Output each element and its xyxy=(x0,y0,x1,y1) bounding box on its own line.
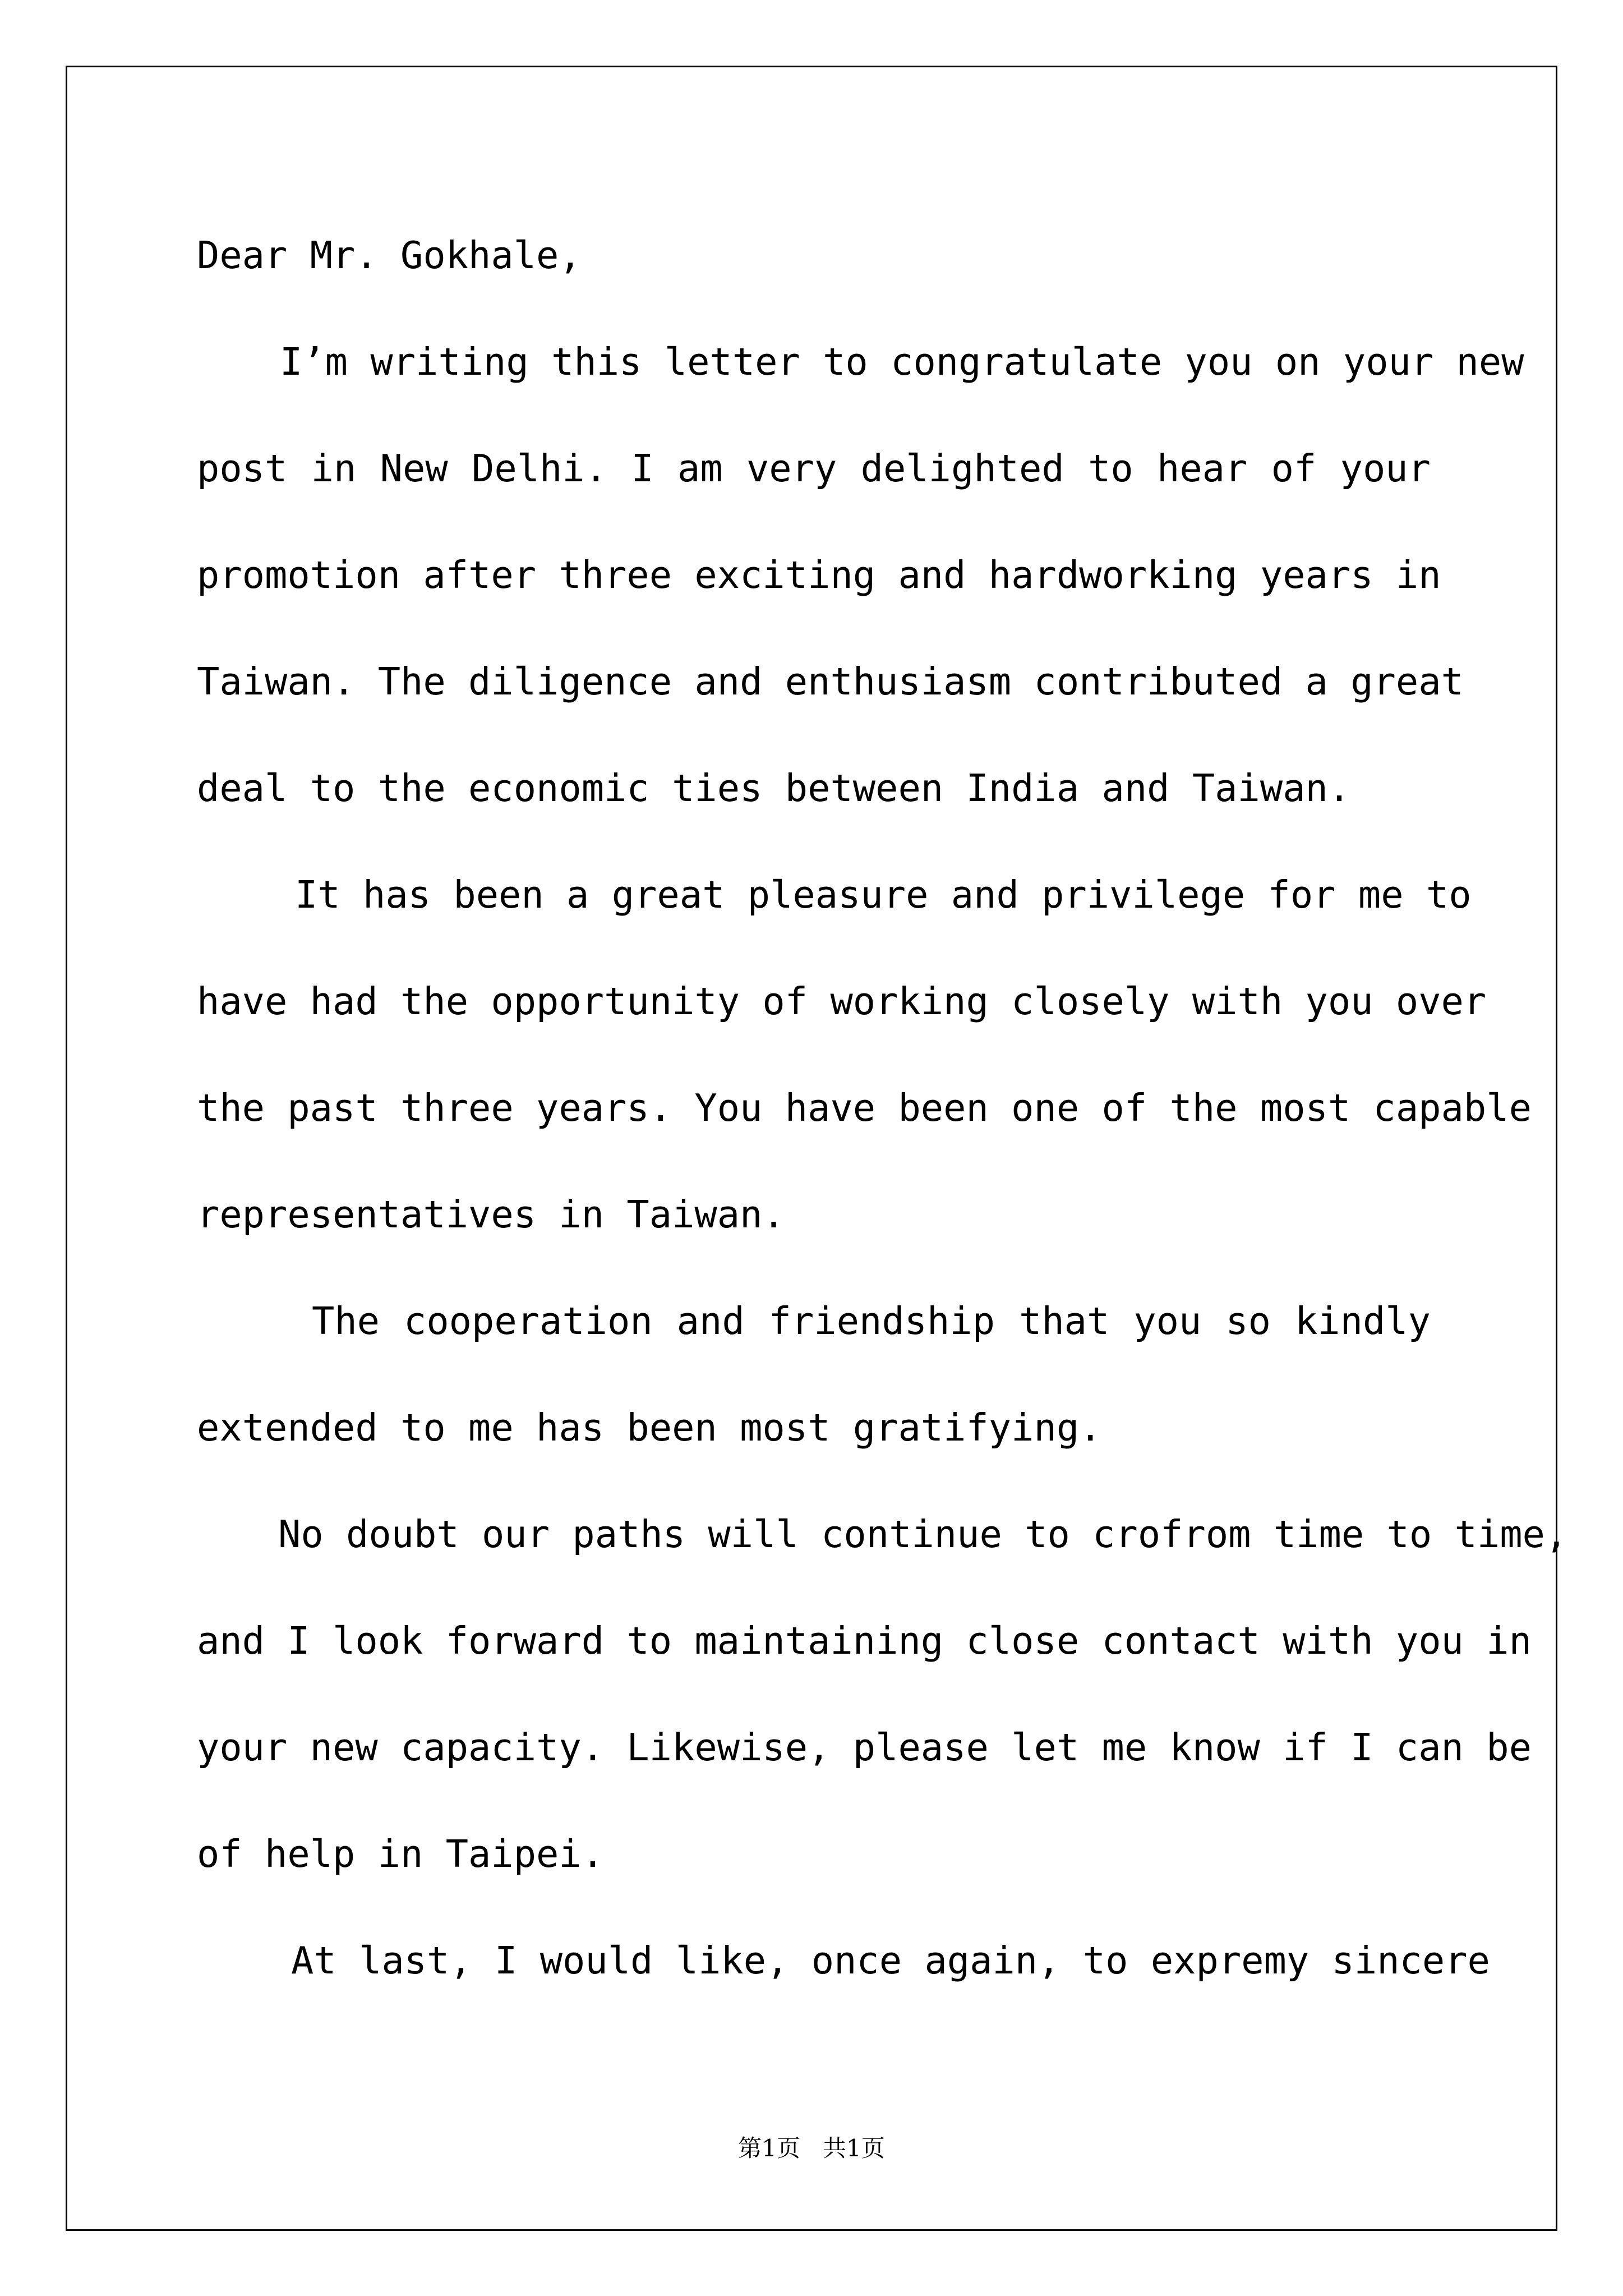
letter-line: representatives in Taiwan. xyxy=(197,1193,785,1236)
letter-line: and I look forward to maintaining close contact with you in xyxy=(197,1619,1532,1663)
letter-line: your new capacity. Likewise, please let me know if I can be xyxy=(197,1726,1532,1769)
letter-line: promotion after three exciting and hardworking years in xyxy=(197,553,1441,597)
letter-line: Taiwan. The diligence and enthusiasm contributed a great xyxy=(197,660,1464,703)
page-number-footer: 第1页 共1页 xyxy=(738,2134,885,2162)
salutation: Dear Mr. Gokhale, xyxy=(197,233,582,277)
letter-line: The cooperation and friendship that you so kindly xyxy=(312,1299,1431,1343)
letter-line: have had the opportunity of working closely with you over xyxy=(197,979,1487,1023)
letter-line: the past three years. You have been one of the most capable xyxy=(197,1086,1532,1130)
letter-line: deal to the economic ties between India and Taiwan. xyxy=(197,766,1351,810)
letter-line: extended to me has been most gratifying. xyxy=(197,1406,1102,1450)
letter-line: post in New Delhi. I am very delighted to hear of your xyxy=(197,447,1431,490)
letter-line: I’m writing this letter to congratulate you on your new xyxy=(280,340,1524,384)
letter-line: At last, I would like, once again, to expremy sincere xyxy=(291,1939,1490,1982)
letter-line: No doubt our paths will continue to crofrom time to time, xyxy=(278,1512,1568,1556)
letter-line: of help in Taipei. xyxy=(197,1832,605,1876)
letter-line: It has been a great pleasure and privilege for me to xyxy=(295,873,1472,917)
